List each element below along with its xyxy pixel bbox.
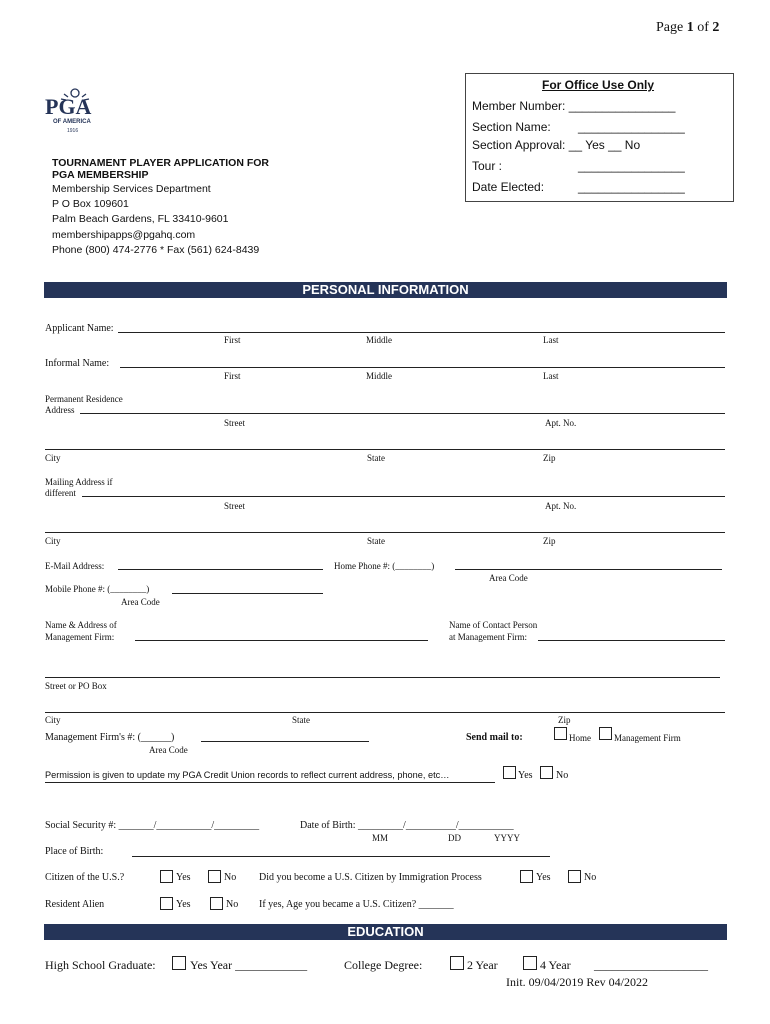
last-caption: Last bbox=[543, 335, 559, 345]
logo-subtitle: OF AMERICA bbox=[53, 119, 91, 125]
hs-yes-year-field[interactable]: Yes Year ____________ bbox=[190, 958, 308, 972]
send-mail-home-checkbox[interactable] bbox=[554, 727, 567, 740]
email-input[interactable] bbox=[118, 569, 323, 570]
form-title-2: PGA MEMBERSHIP bbox=[52, 169, 149, 181]
mailing-street-input[interactable] bbox=[82, 496, 725, 497]
perm-residence-label: Permanent Residence bbox=[45, 394, 123, 404]
city-address: Palm Beach Gardens, FL 33410-9601 bbox=[52, 213, 229, 226]
two-year-label: 2 Year bbox=[467, 958, 498, 972]
college-degree-label: College Degree: bbox=[344, 958, 423, 972]
citizen-label: Citizen of the U.S.? bbox=[45, 872, 125, 883]
member-number-field[interactable]: Member Number: ________________ bbox=[472, 99, 676, 113]
naturalized-yes-checkbox[interactable] bbox=[520, 870, 533, 883]
pga-logo bbox=[44, 88, 106, 140]
mgmt-firm-label: Management Firm: bbox=[45, 632, 115, 642]
ssn-field[interactable]: Social Security #: _______/___________/_________ bbox=[45, 820, 260, 831]
place-of-birth-input[interactable] bbox=[132, 856, 550, 857]
contact-person-label: Name of Contact Person bbox=[449, 620, 538, 630]
city-caption: City bbox=[45, 715, 61, 725]
department: Membership Services Department bbox=[52, 183, 211, 195]
citizen-no-checkbox[interactable] bbox=[208, 870, 221, 883]
middle-caption: Middle bbox=[366, 371, 392, 381]
perm-city-input[interactable] bbox=[45, 449, 725, 450]
middle-caption: Middle bbox=[366, 335, 392, 345]
mgmt-name-label: Name & Address of bbox=[45, 620, 117, 630]
po-box: P O Box 109601 bbox=[52, 198, 129, 211]
mgmt-street-input[interactable] bbox=[45, 677, 720, 678]
logo-wordmark: PGA bbox=[45, 94, 92, 119]
city-caption: City bbox=[45, 453, 61, 463]
section-name-label: Section Name: bbox=[472, 120, 551, 134]
education-heading: EDUCATION bbox=[44, 924, 727, 940]
hs-grad-yes-checkbox[interactable] bbox=[172, 956, 186, 970]
resident-yes-checkbox[interactable] bbox=[160, 897, 173, 910]
email-label: E-Mail Address: bbox=[45, 561, 105, 571]
state-caption: State bbox=[367, 536, 385, 546]
applicant-name-input[interactable] bbox=[118, 332, 725, 333]
mobile-phone-label: Mobile Phone #: (________) bbox=[45, 584, 150, 594]
phone-fax: Phone (800) 474-2776 * Fax (561) 624-8439 bbox=[52, 243, 260, 256]
header-block bbox=[52, 157, 269, 258]
zip-caption: Zip bbox=[558, 715, 571, 725]
no-label: No bbox=[584, 872, 597, 883]
four-year-label: 4 Year bbox=[540, 958, 571, 972]
mobile-phone-input[interactable] bbox=[172, 593, 323, 594]
send-mail-label: Send mail to: bbox=[466, 732, 523, 743]
first-caption: First bbox=[224, 371, 241, 381]
last-caption: Last bbox=[543, 371, 559, 381]
area-code-caption: Area Code bbox=[149, 745, 188, 755]
no-label: No bbox=[556, 770, 569, 781]
home-phone-input[interactable] bbox=[455, 569, 722, 570]
four-year-field[interactable]: ___________________ bbox=[594, 958, 708, 972]
email-address: membershipapps@pgahq.com bbox=[52, 228, 196, 241]
informal-name-label: Informal Name: bbox=[45, 358, 110, 369]
mailing-city-input[interactable] bbox=[45, 532, 725, 533]
date-elected-label: Date Elected: bbox=[472, 180, 545, 194]
date-elected-field[interactable]: ________________ bbox=[578, 180, 685, 194]
zip-caption: Zip bbox=[543, 453, 556, 463]
credit-union-permission: Permission is given to update my PGA Credit Union records to reflect current address, phone, etc… bbox=[45, 770, 450, 780]
permission-underline bbox=[45, 782, 495, 783]
hs-grad-label: High School Graduate: bbox=[45, 958, 156, 972]
street-caption: Street bbox=[224, 418, 245, 428]
permission-yes-checkbox[interactable] bbox=[503, 766, 516, 779]
yes-label: Yes bbox=[176, 899, 191, 910]
section-name-field[interactable]: ________________ bbox=[578, 120, 685, 134]
mgmt-phone-label: Management Firm's #: (______) bbox=[45, 732, 175, 743]
logo-year: 1916 bbox=[67, 128, 79, 134]
tour-label: Tour : bbox=[472, 159, 503, 173]
no-label: No bbox=[224, 872, 237, 883]
no-label: No bbox=[226, 899, 239, 910]
four-year-checkbox[interactable] bbox=[523, 956, 537, 970]
perm-street-input[interactable] bbox=[80, 413, 725, 414]
perm-address-label: Address bbox=[45, 405, 75, 415]
form-title: TOURNAMENT PLAYER APPLICATION FOR bbox=[52, 157, 270, 169]
mailing-address-label: Mailing Address if bbox=[45, 477, 113, 487]
yes-label: Yes bbox=[176, 872, 191, 883]
mm-caption: MM bbox=[372, 833, 389, 843]
dd-caption: DD bbox=[448, 833, 461, 843]
mailing-different-label: different bbox=[45, 488, 76, 498]
yes-label: Yes bbox=[518, 770, 533, 781]
dob-field[interactable]: Date of Birth: _________/__________/___________ bbox=[300, 820, 514, 831]
tour-field[interactable]: ________________ bbox=[578, 159, 685, 173]
city-caption: City bbox=[45, 536, 61, 546]
yyyy-caption: YYYY bbox=[494, 833, 520, 843]
firm-option-label: Management Firm bbox=[614, 733, 681, 743]
mgmt-firm-input[interactable] bbox=[135, 640, 428, 641]
zip-caption: Zip bbox=[543, 536, 556, 546]
section-approval-field[interactable]: Section Approval: __ Yes __ No bbox=[472, 138, 641, 152]
informal-name-input[interactable] bbox=[120, 367, 725, 368]
apt-caption: Apt. No. bbox=[545, 418, 577, 428]
street-po-caption: Street or PO Box bbox=[45, 681, 107, 691]
age-citizen-field[interactable]: If yes, Age you became a U.S. Citizen? _______ bbox=[259, 899, 454, 910]
street-caption: Street bbox=[224, 501, 245, 511]
permission-no-checkbox[interactable] bbox=[540, 766, 553, 779]
contact-person-input[interactable] bbox=[538, 640, 725, 641]
state-caption: State bbox=[292, 715, 310, 725]
naturalized-no-checkbox[interactable] bbox=[568, 870, 581, 883]
two-year-checkbox[interactable] bbox=[450, 956, 464, 970]
page-number: Page 1 of 2 bbox=[656, 20, 720, 35]
revision-footer: Init. 09/04/2019 Rev 04/2022 bbox=[506, 975, 648, 989]
state-caption: State bbox=[367, 453, 385, 463]
resident-alien-label: Resident Alien bbox=[45, 899, 105, 910]
place-of-birth-label: Place of Birth: bbox=[45, 846, 104, 857]
apt-caption: Apt. No. bbox=[545, 501, 577, 511]
yes-label: Yes bbox=[536, 872, 551, 883]
personal-info-heading: PERSONAL INFORMATION bbox=[44, 282, 727, 298]
resident-no-checkbox[interactable] bbox=[210, 897, 223, 910]
first-caption: First bbox=[224, 335, 241, 345]
office-use-title: For Office Use Only bbox=[542, 78, 655, 92]
naturalized-label: Did you become a U.S. Citizen by Immigration Process bbox=[259, 872, 482, 883]
home-phone-label: Home Phone #: (________) bbox=[334, 561, 435, 571]
citizen-yes-checkbox[interactable] bbox=[160, 870, 173, 883]
applicant-name-label: Applicant Name: bbox=[45, 323, 114, 334]
area-code-caption: Area Code bbox=[121, 597, 160, 607]
contact-mgmt-label: at Management Firm: bbox=[449, 632, 527, 642]
home-option-label: Home bbox=[569, 733, 591, 743]
office-use-box bbox=[465, 73, 734, 202]
mgmt-phone-input[interactable] bbox=[201, 741, 369, 742]
area-code-caption: Area Code bbox=[489, 573, 528, 583]
send-mail-firm-checkbox[interactable] bbox=[599, 727, 612, 740]
mgmt-city-input[interactable] bbox=[45, 712, 725, 713]
